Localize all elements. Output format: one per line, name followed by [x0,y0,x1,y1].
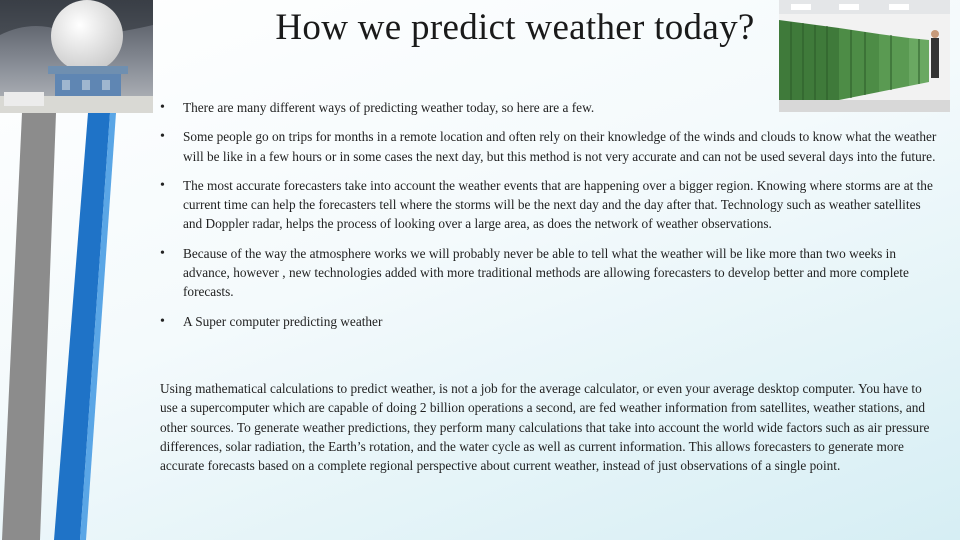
bullet-dot-icon: • [160,245,165,261]
blue-stripe [54,113,110,540]
bullet-dot-icon: • [160,313,165,329]
bullet-text: Because of the way the atmosphere works we will probably never be able to tell what the weather will be like more than two weeks in advance, however , new technologies added with more traditional methods are allowing forecasters to develop better and more complete forecasts. [183,245,909,300]
bullet-item [160,312,940,331]
bullet-text: A Super computer predicting weather [183,313,383,329]
supercomputer-photo [779,0,950,112]
bullet-item [160,176,940,234]
bullet-dot-icon: • [160,100,165,115]
slide-title: How we predict weather today? [275,7,755,48]
bullet-item [160,98,940,117]
bullet-text: There are many different ways of predicting weather today, so here are a few. [183,100,595,115]
body-paragraph: Using mathematical calculations to predict weather, is not a job for the average calculator, or even your average desktop computer. You have to use a supercomputer which are capable of doing 2 billion operations a second, are fed weather information from satellites, weather stations, and other sources. To generate weather predictions, they perform many calculations that take into account the world wide factors such as air pressure differences, solar radiation, the Earth’s rotation, and the water cycle as well as current information. This allows forecasters to generate more accurate forecasts based on a complete regional perspective about current weather, instead of just observations of a single point. [160,381,930,474]
bullet-dot-icon: • [160,177,165,193]
radar-dome-photo [0,0,153,113]
bullet-list [160,98,940,331]
bullet-item [160,127,940,166]
bullet-dot-icon: • [160,129,165,145]
gray-stripe [2,113,56,540]
bullet-text: Some people go on trips for months in a remote location and often rely on their knowledge of the winds and clouds to know what the weather will be like in a few hours or in some cases the next day, but this method is not very accurate and can not be used several days into the future. [183,129,937,164]
bullet-text: The most accurate forecasters take into account the weather events that are happening over a bigger region. Knowing where storms are at the current time can help the forecasters tell where the storms will be the next day and the day after that. Technology such as weather satellites and Doppler radar, helps the process of looking over a large area, as does the network of weather observations. [183,177,933,232]
bullet-item [160,244,940,302]
